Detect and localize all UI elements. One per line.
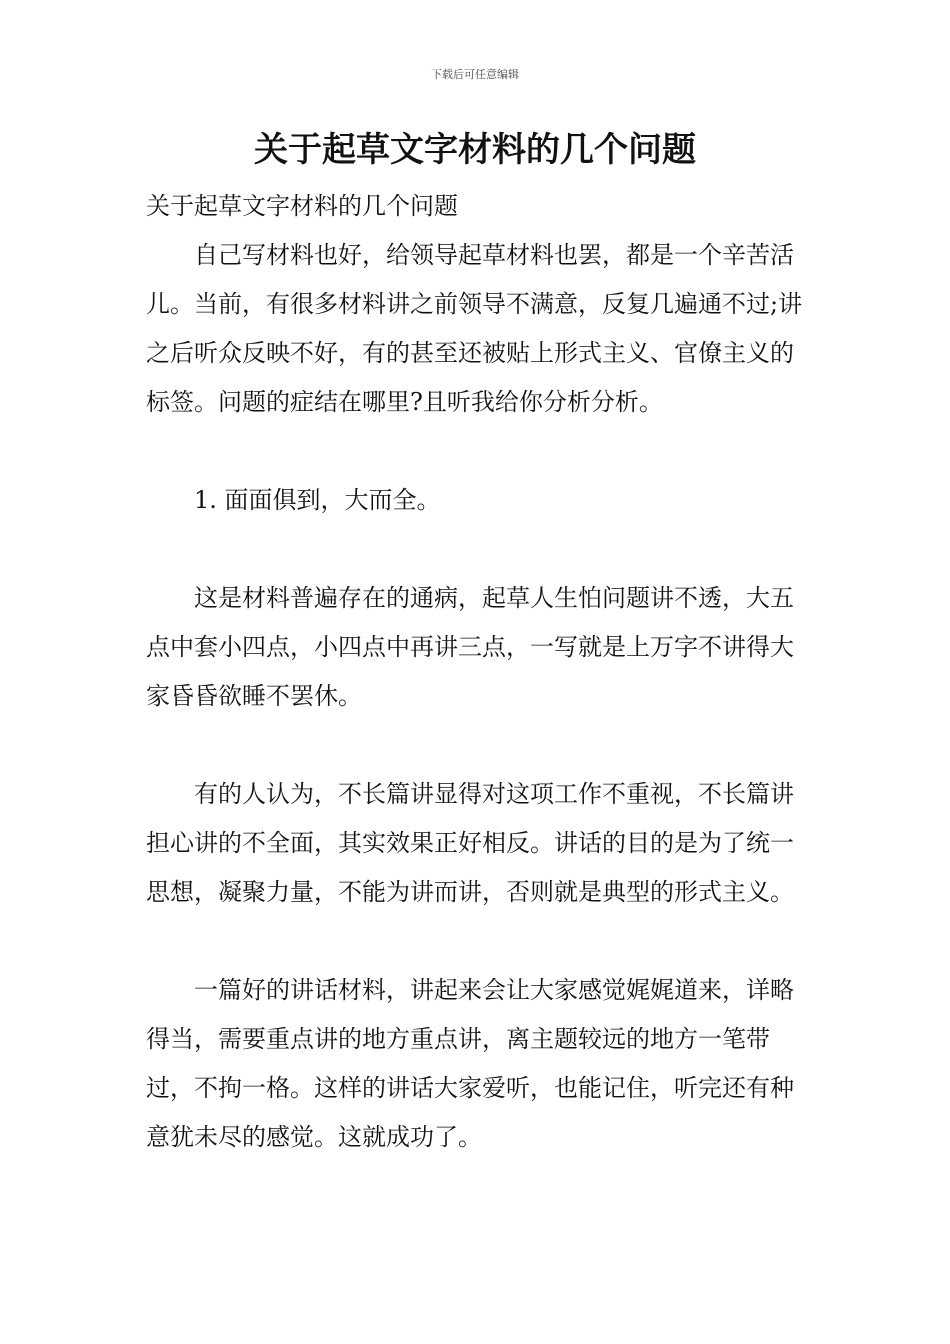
paragraph-intro: 自己写材料也好，给领导起草材料也罢，都是一个辛苦活儿。当前，有很多材料讲之前领导不满意，反复几遍通不过;讲之后听众反映不好，有的甚至还被贴上形式主义、官僚主义的标签。问题的症结在哪里?且听我给你分析分析。 (146, 241, 803, 416)
paragraph-2: 这是材料普遍存在的通病，起草人生怕问题讲不透，大五点中套小四点，小四点中再讲三点，一写就是上万字不讲得大家昏昏欲睡不罢休。 (146, 584, 794, 710)
paragraph-gap (146, 525, 816, 574)
header-note: 下载后可任意编辑 (431, 68, 519, 81)
section-heading-1: 1. 面面俱到，大而全。 (194, 486, 441, 514)
paragraph-gap (146, 427, 816, 476)
document-body (146, 182, 816, 1162)
paragraph-3: 有的人认为，不长篇讲显得对这项工作不重视，不长篇讲担心讲的不全面，其实效果正好相反。讲话的目的是为了统一思想，凝聚力量，不能为讲而讲，否则就是典型的形式主义。 (146, 780, 794, 906)
paragraph-4: 一篇好的讲话材料，讲起来会让大家感觉娓娓道来，详略得当，需要重点讲的地方重点讲，离主题较远的地方一笔带过，不拘一格。这样的讲话大家爱听，也能记住，听完还有种意犹未尽的感觉。这就成功了。 (146, 976, 794, 1151)
document-title: 关于起草文字材料的几个问题 (254, 130, 696, 170)
paragraph-gap (146, 721, 816, 770)
document-subtitle: 关于起草文字材料的几个问题 (146, 192, 458, 220)
paragraph-gap (146, 917, 816, 966)
